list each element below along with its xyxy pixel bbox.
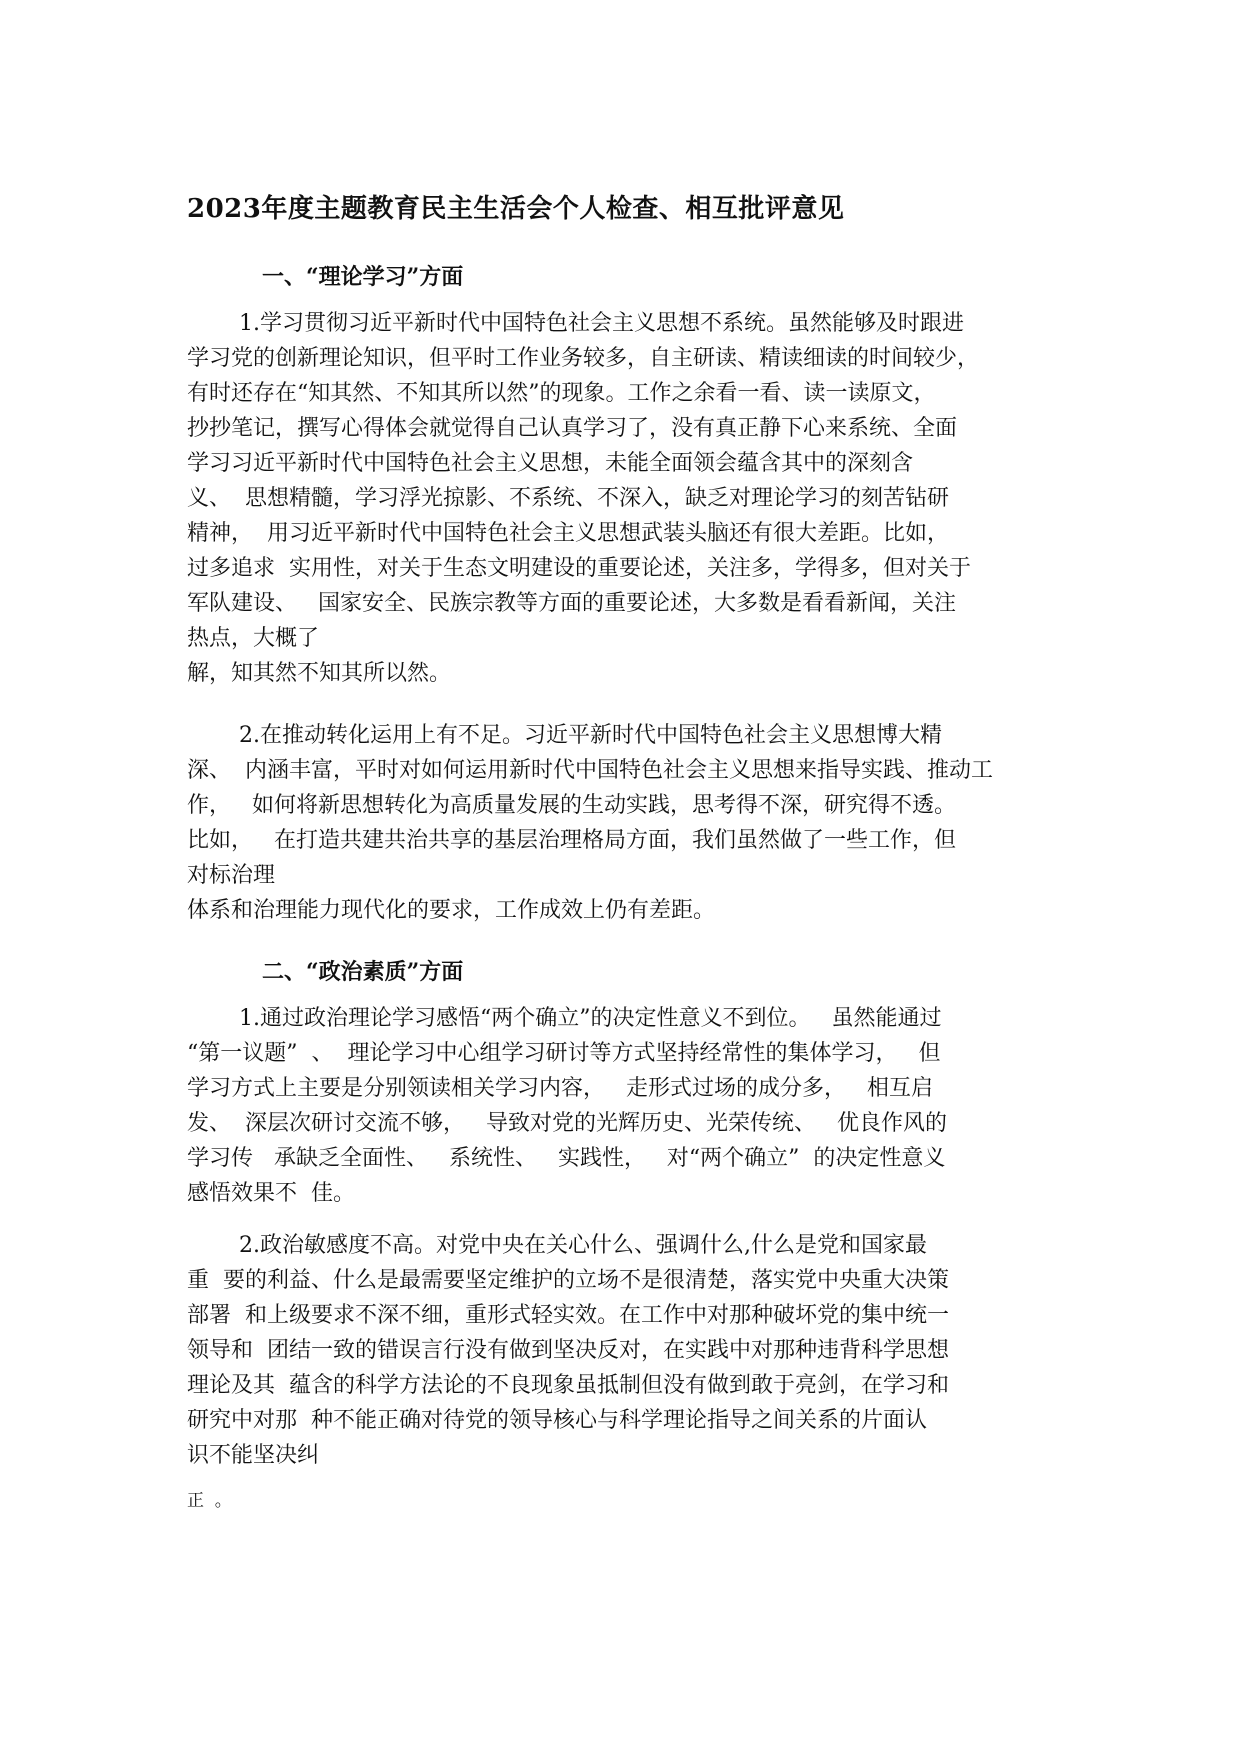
paragraph-line: 体系和治理能力现代化的要求，工作成效上仍有差距。 [187, 898, 716, 923]
paragraph-line: 比如， 在打造共建共治共享的基层治理格局方面，我们虽然做了一些工作，但 [187, 828, 956, 853]
paragraph-line: 2.在推动转化运用上有不足。习近平新时代中国特色社会主义思想博大精 [239, 723, 942, 748]
paragraph-line: 过多追求 实用性，对关于生态文明建设的重要论述，关注多，学得多，但对关于 [187, 556, 971, 581]
paragraph-line: 抄抄笔记，撰写心得体会就觉得自己认真学习了，没有真正静下心来系统、全面 [187, 416, 958, 441]
paragraph-line: 领导和 团结一致的错误言行没有做到坚决反对，在实践中对那种违背科学思想 [187, 1338, 949, 1363]
paragraph-line: 发、 深层次研讨交流不够， 导致对党的光辉历史、光荣传统、 优良作风的 [187, 1111, 947, 1136]
paragraph-line: 2.政治敏感度不高。对党中央在关心什么、强调什么,什么是党和国家最 [239, 1233, 927, 1258]
paragraph-line: “第一议题” 、 理论学习中心组学习研讨等方式坚持经常性的集体学习， 但 [187, 1041, 941, 1066]
paragraph-line: 理论及其 蕴含的科学方法论的不良现象虽抵制但没有做到敢于亮剑，在学习和 [187, 1373, 949, 1398]
paragraph-line: 热点，大概了 [187, 626, 320, 651]
paragraph-line: 精神， 用习近平新时代中国特色社会主义思想武装头脑还有很大差距。比如， [187, 521, 949, 546]
paragraph-line: 研究中对那 种不能正确对待党的领导核心与科学理论指导之间关系的片面认 [187, 1408, 927, 1433]
paragraph-line: 有时还存在“知其然、不知其所以然”的现象。工作之余看一看、读一读原文， [187, 381, 936, 406]
paragraph-line: 1.通过政治理论学习感悟“两个确立”的决定性意义不到位。 虽然能通过 [239, 1006, 942, 1031]
paragraph-politics-1 [187, 1001, 1067, 1211]
paragraph-tail: 正 。 [187, 1491, 232, 1511]
paragraph-line: 1.学习贯彻习近平新时代中国特色社会主义思想不系统。虽然能够及时跟进 [239, 311, 964, 336]
paragraph-line: 学习方式上主要是分别领读相关学习内容， 走形式过场的成分多， 相互启 [187, 1076, 933, 1101]
paragraph-politics-2 [187, 1228, 1067, 1473]
section-heading-theory: 一、“理论学习”方面 [262, 264, 464, 290]
paragraph-line: 解，知其然不知其所以然。 [187, 661, 452, 686]
paragraph-line: 部署 和上级要求不深不细，重形式轻实效。在工作中对那种破坏党的集中统一 [187, 1303, 949, 1328]
paragraph-line: 军队建设、 国家安全、民族宗教等方面的重要论述，大多数是看看新闻，关注 [187, 591, 956, 616]
paragraph-line: 义、 思想精髓，学习浮光掠影、不系统、不深入，缺乏对理论学习的刻苦钻研 [187, 486, 949, 511]
paragraph-theory-2 [187, 718, 1067, 928]
paragraph-line: 识不能坚决纠 [187, 1443, 320, 1468]
paragraph-line: 感悟效果不 佳。 [187, 1181, 355, 1206]
section-heading-politics: 二、“政治素质”方面 [262, 959, 464, 985]
paragraph-line: 作， 如何将新思想转化为高质量发展的生动实践，思考得不深，研究得不透。 [187, 793, 956, 818]
paragraph-line: 对标治理 [187, 863, 276, 888]
document-title: 2023年度主题教育民主生活会个人检查、相互批评意见 [187, 194, 845, 224]
paragraph-line: 深、 内涵丰富，平时对如何运用新时代中国特色社会主义思想来指导实践、推动工 [187, 758, 993, 783]
paragraph-line: 学习习近平新时代中国特色社会主义思想，未能全面领会蕴含其中的深刻含 [187, 451, 914, 476]
paragraph-line: 重 要的利益、什么是最需要坚定维护的立场不是很清楚，落实党中央重大决策 [187, 1268, 949, 1293]
paragraph-theory-1 [187, 306, 1067, 691]
paragraph-line: 学习传 承缺乏全面性、 系统性、 实践性， 对“两个确立” 的决定性意义 [187, 1146, 946, 1171]
paragraph-line: 学习党的创新理论知识，但平时工作业务较多，自主研读、精读细读的时间较少， [187, 346, 980, 371]
